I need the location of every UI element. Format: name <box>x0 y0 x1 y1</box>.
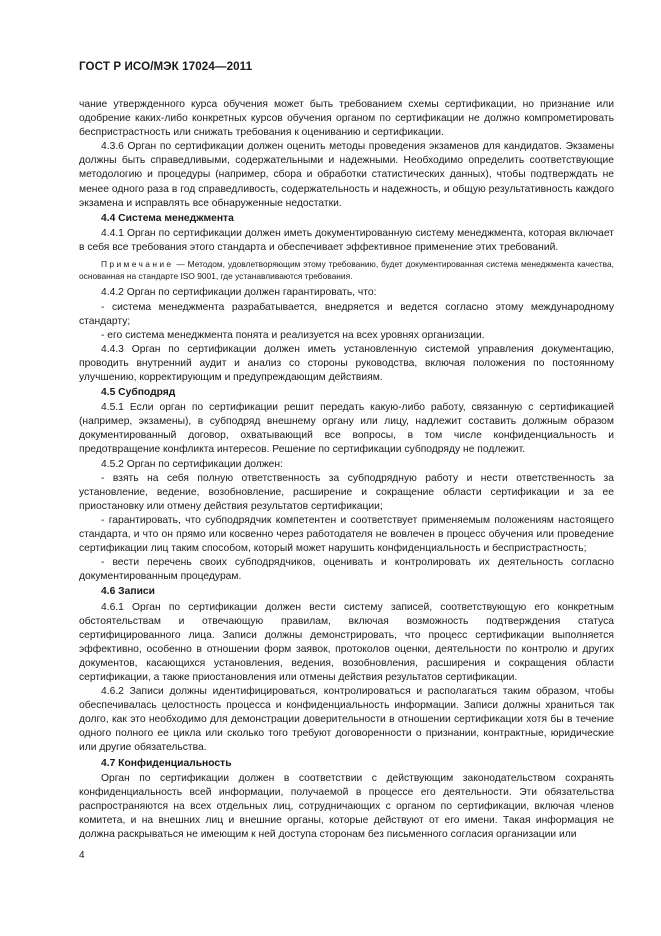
paragraph-4-4-1: 4.4.1 Орган по сертификации должен иметь документированную систему менеджмента, которая включает в себя все требования этого стандарта и обеспечивает эффективное применение этих требований. <box>79 227 614 253</box>
section-heading-4-5: 4.5 Субподряд <box>101 387 176 399</box>
list-item: - гарантировать, что субподрядчик компетентен и соответствует применяемым положениям настоящего стандарта, и что он прямо или косвенно через работодателя не вовлечен в процесс обучения или проведение сертификации лиц таким способом, который может нарушить конфиденциальность и беспристрастность; <box>79 514 614 555</box>
list-item: - его система менеджмента понята и реализуется на всех уровнях организации. <box>101 329 485 341</box>
paragraph-4-7: Орган по сертификации должен в соответствии с действующим законодательством сохранять конфиденциальность всей информации, получаемой в процессе его деятельности. Эти обязательства распространяются на всех отдельных лиц, сотрудничающих с органом по сертификации, включая членов комитета, и на внешних лиц и внешние органы, которые действуют от его имени. Такая информация не должна раскрываться не имеющим к ней доступа сторонам без письменного согласия организации или <box>79 772 614 840</box>
paragraph-4-6-2: 4.6.2 Записи должны идентифицироваться, контролироваться и располагаться таким образом, чтобы обеспечивалась целостность процесса и конфиденциальность информации. Записи должны храниться так долго, как это необходимо для демонстрации доверительности в отношении сертификации хотя бы в течение одного полного ее цикла или сколько того требуют договоренности о признании, контрактные, юридические или другие обязательства. <box>79 686 614 754</box>
paragraph-4-6-1: 4.6.1 Орган по сертификации должен вести систему записей, соответствующую его конкретным обстоятельствам и отвечающую правилам, включая возможность подтверждения статуса сертифицированного лица. Записи должны демонстрировать, что процесс сертификации выполняется эффективно, особенно в отношении форм заявок, протоколов оценки, деятельности по контролю и других документов, касающихся установления, ведения, возобновления, расширения и сокращения области сертификации, а также приостановления или отмены действия результатов сертификации. <box>79 601 614 683</box>
note-text: — Методом, удовлетворяющим этому требованию, будет документированная система менеджмента качества, основанная на стандарте ISO 9001, где устанавливаются требования. <box>79 259 614 282</box>
paragraph-4-5-1: 4.5.1 Если орган по сертификации решит передать какую-либо работу, связанную с сертификацией (например, экзамены), в субподряд внешнему органу или лицу, надлежит составить должным образом документированный договор, охватывающий все вопросы, в том числе конфиденциальность и предотвращение конфликта интересов. Решение по сертификации субподряду не подлежит. <box>79 402 614 456</box>
list-item: - вести перечень своих субподрядчиков, оценивать и контролировать их деятельность согласно документированным процедурам. <box>79 557 614 583</box>
page-number: 4 <box>79 850 85 861</box>
list-item: - система менеджмента разрабатывается, внедряется и ведется согласно этому международному стандарту; <box>79 301 614 327</box>
document-body <box>79 98 614 842</box>
note-paragraph <box>79 258 614 282</box>
section-heading-4-7: 4.7 Конфиденциальность <box>101 757 232 769</box>
paragraph-4-4-3: 4.4.3 Орган по сертификации должен иметь установленную системой управления документацию, проводить внутренний аудит и анализ со стороны руководства, включая положения по постоянному улучшению, корректирующим и предупреждающим действиям. <box>79 343 614 383</box>
paragraph-4-4-2: 4.4.2 Орган по сертификации должен гарантировать, что: <box>101 287 377 299</box>
paragraph-4-5-2: 4.5.2 Орган по сертификации должен: <box>101 458 283 470</box>
page-header: ГОСТ Р ИСО/МЭК 17024—2011 <box>79 60 253 73</box>
list-item: - взять на себя полную ответственность за субподрядную работу и нести ответственность за установление, ведение, возобновление, расширение и сокращение области сертификации и за ее приостановку или отмену действия результатов сертификации; <box>79 472 614 512</box>
section-heading-4-4: 4.4 Система менеджмента <box>101 212 234 224</box>
note-label: Примечание <box>101 259 174 270</box>
paragraph-continuation: чание утвержденного курса обучения может быть требованием схемы сертификации, но признание или одобрение каких-либо конкретных курсов обучения органом по сертификации не должно компрометировать беспристрастность или снижать требования к оцениванию и сертификации. <box>79 99 614 139</box>
paragraph-4-3-6: 4.3.6 Орган по сертификации должен оценить методы проведения экзаменов для кандидатов. Экзамены должны быть справедливыми, содержательными и надежными. Необходимо определить соответствующие методологию и процедуры (например, сбора и обработки статистических данных), чтобы подтверждать не менее одного раза в год справедливость, содержательность и надежность, и общую результативность каждого экзамена и исправлять все обнаруженные недостатки. <box>79 141 614 209</box>
section-heading-4-6: 4.6 Записи <box>101 586 155 598</box>
